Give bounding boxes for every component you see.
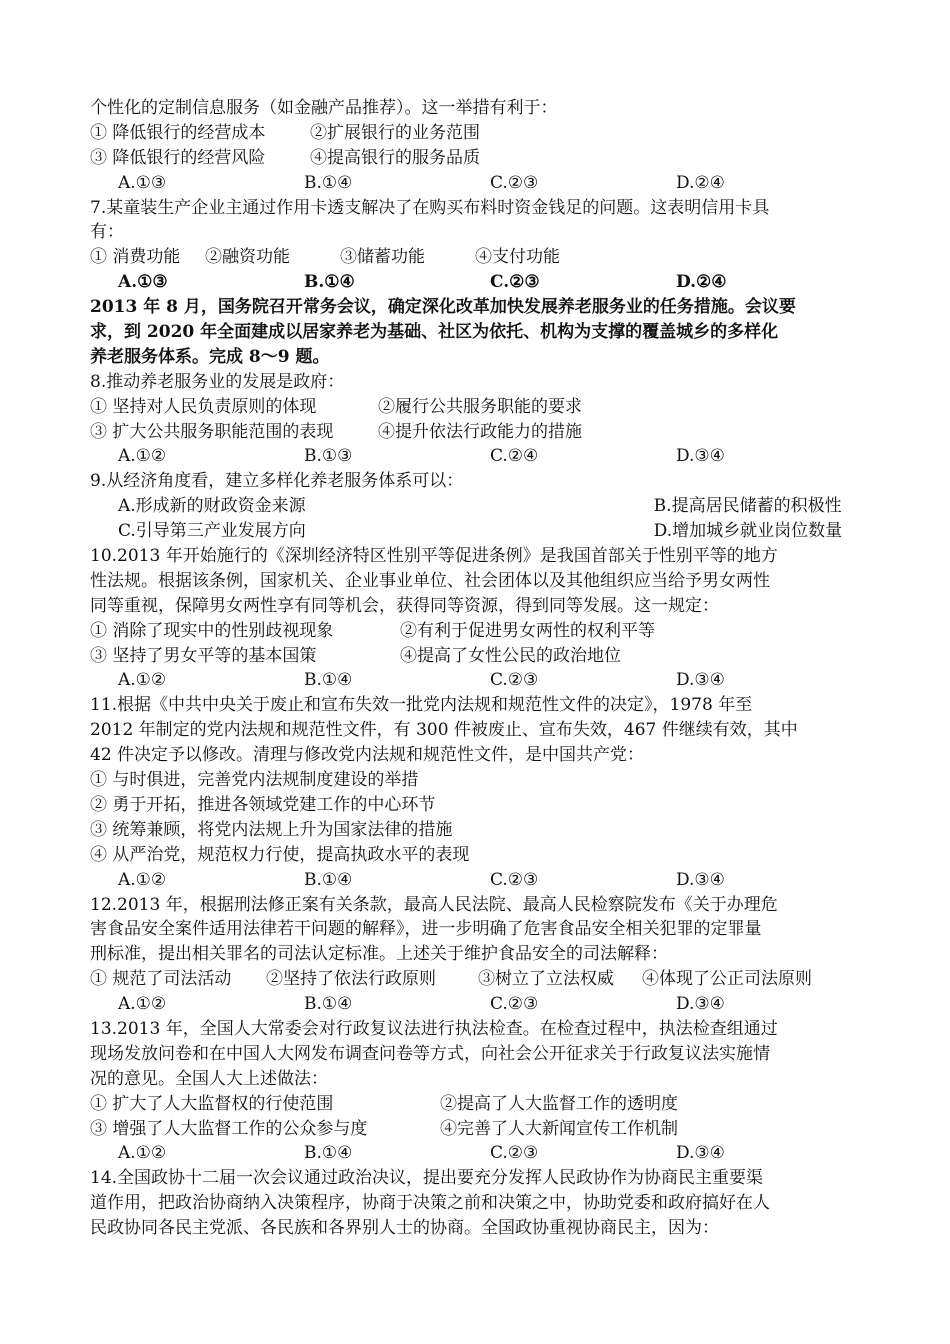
option-c: C.②③ — [490, 172, 539, 193]
option-d: D.③④ — [676, 446, 725, 467]
option-d: D.③④ — [676, 670, 725, 691]
q10-item-4: ④提高了女性公民的政治地位 — [400, 645, 621, 666]
q11-stem-line: 42 件决定予以修改。清理与修改党内法规和规范性文件，是中国共产党： — [90, 745, 645, 766]
q10-items-row2 — [90, 644, 862, 669]
option-d: D.增加城乡就业岗位数量 — [653, 521, 843, 542]
q13-item-2: ②提高了人大监督工作的透明度 — [440, 1093, 678, 1114]
q8-items-row1 — [90, 395, 862, 420]
option-d: D.③④ — [676, 1143, 725, 1164]
q10-item-3: ③ 坚持了男女平等的基本国策 — [90, 645, 317, 666]
option-a: A.①② — [118, 670, 167, 691]
q10-item-1: ① 消除了现实中的性别歧视现象 — [90, 620, 334, 641]
q6-item-4: ④提高银行的服务品质 — [310, 147, 480, 168]
q8-item-4: ④提升依法行政能力的措施 — [378, 421, 582, 442]
option-a: A.①③ — [118, 172, 167, 193]
q8-item-1: ① 坚持对人民负责原则的体现 — [90, 396, 317, 417]
option-b: B.①④ — [304, 172, 353, 193]
q12-items — [90, 967, 862, 992]
q7-stem-line: 7.某童装生产企业主通过作用卡透支解决了在购买布料时资金钱足的问题。这表明信用卡具 — [90, 197, 770, 218]
q14-stem-line: 道作用，把政治协商纳入决策程序，协商于决策之前和决策之中，协助党委和政府搞好在人 — [90, 1193, 770, 1214]
q13-item-4: ④完善了人大新闻宣传工作机制 — [440, 1118, 678, 1139]
q13-item-1: ① 扩大了人大监督权的行使范围 — [90, 1093, 334, 1114]
option-b: B.①④ — [304, 869, 353, 890]
q12-stem-line: 刑标准，提出相关罪名的司法认定标准。上述关于维护食品安全的司法解释： — [90, 944, 668, 965]
q13-stem-line: 现场发放问卷和在中国人大网发布调查问卷等方式，向社会公开征求关于行政复议法实施情 — [90, 1043, 770, 1064]
q6-stem-line: 个性化的定制信息服务（如金融产品推荐）。这一举措有利于： — [90, 98, 558, 118]
option-c: C.②③ — [490, 869, 539, 890]
q13-items-row1 — [90, 1092, 862, 1117]
q10-stem-line: 10.2013 年开始施行的《深圳经济特区性别平等促进条例》是我国首部关于性别平等的地方 — [90, 546, 778, 567]
q7-item-2: ②融资功能 — [205, 247, 290, 268]
option-b: B.①④ — [304, 994, 353, 1015]
q13-options — [90, 1141, 862, 1166]
q12-options — [90, 992, 862, 1017]
q9-options-row1 — [90, 494, 862, 519]
option-c: C.②③ — [490, 994, 539, 1015]
q11-stem-line: 11.根据《中共中央关于废止和宣布失效一批党内法规和规范性文件的决定》，1978 年至 — [90, 695, 753, 716]
q7-items — [90, 245, 862, 270]
q14-stem-line: 14.全国政协十二届一次会议通过政治决议，提出要充分发挥人民政协作为协商民主重要渠 — [90, 1168, 764, 1189]
q12-stem-line: 害食品安全案件适用法律若干问题的解释》，进一步明确了危害食品安全相关犯罪的定罪量 — [90, 919, 762, 940]
q6-item-3: ③ 降低银行的经营风险 — [90, 147, 266, 168]
q6-item-2: ②扩展银行的业务范围 — [310, 122, 480, 143]
option-d: D.③④ — [676, 869, 725, 890]
q9-stem-line: 9.从经济角度看，建立多样化养老服务体系可以： — [90, 471, 464, 492]
option-b: B.①③ — [304, 446, 353, 467]
option-b: B.①④ — [304, 272, 355, 293]
material-line: 养老服务体系。完成 8～9 题。 — [90, 346, 330, 367]
option-c: C.②③ — [490, 272, 540, 293]
q10-stem-line: 性法规。根据该条例，国家机关、企业事业单位、社会团体以及其他组织应当给予男女两性 — [90, 570, 770, 591]
q6-items-row1 — [90, 121, 862, 146]
q6-items-row2 — [90, 146, 862, 171]
q11-item-4: ④ 从严治党，规范权力行使，提高执政水平的表现 — [90, 844, 470, 865]
q14-stem-line: 民政协同各民主党派、各民族和各界别人士的协商。全国政协重视协商民主，因为： — [90, 1218, 719, 1239]
q7-item-4: ④支付功能 — [475, 247, 560, 268]
option-a: A.①③ — [118, 272, 168, 293]
material-line: 2013 年 8 月，国务院召开常务会议，确定深化改革加快发展养老服务业的任务措施。会议要 — [90, 297, 796, 318]
q10-item-2: ②有利于促进男女两性的权利平等 — [400, 620, 655, 641]
q12-item-3: ③树立了立法权威 — [478, 969, 614, 990]
q8-item-2: ②履行公共服务职能的要求 — [378, 396, 582, 417]
option-c: C.②④ — [490, 446, 539, 467]
q11-item-1: ① 与时俱进，完善党内法规制度建设的举措 — [90, 770, 419, 791]
q9-options-row2 — [90, 519, 862, 544]
q6-options — [90, 171, 862, 196]
option-b: B.①④ — [304, 670, 353, 691]
q10-options — [90, 668, 862, 693]
q10-stem-line: 同等重视，保障男女两性享有同等机会，获得同等资源，得到同等发展。这一规定： — [90, 595, 719, 616]
q7-item-1: ① 消费功能 — [90, 247, 181, 268]
q12-item-4: ④体现了公正司法原则 — [642, 969, 812, 990]
q13-items-row2 — [90, 1117, 862, 1142]
q11-item-2: ② 勇于开拓，推进各领域党建工作的中心环节 — [90, 794, 436, 815]
q12-item-2: ②坚持了依法行政原则 — [266, 969, 436, 990]
q6-item-1: ① 降低银行的经营成本 — [90, 122, 266, 143]
q11-item-3: ③ 统筹兼顾，将党内法规上升为国家法律的措施 — [90, 819, 453, 840]
option-d: D.②④ — [676, 172, 725, 193]
q8-item-3: ③ 扩大公共服务职能范围的表现 — [90, 421, 334, 442]
q8-items-row2 — [90, 420, 862, 445]
material-line: 求，到 2020 年全面建成以居家养老为基础、社区为依托、机构为支撑的覆盖城乡的多样化 — [90, 322, 779, 343]
option-d: D.③④ — [676, 994, 725, 1015]
option-a: A.①② — [118, 446, 167, 467]
q13-item-3: ③ 增强了人大监督工作的公众参与度 — [90, 1118, 368, 1139]
option-c: C.②③ — [490, 670, 539, 691]
q7-stem-line: 有： — [90, 222, 124, 243]
q8-stem-line: 8.推动养老服务业的发展是政府： — [90, 371, 345, 392]
q7-item-3: ③储蓄功能 — [340, 247, 425, 268]
q11-options — [90, 868, 862, 893]
option-b: B.提高居民储蓄的积极性 — [653, 496, 842, 517]
q12-stem-line: 12.2013 年，根据刑法修正案有关条款，最高人民法院、最高人民检察院发布《关于办理危 — [90, 894, 778, 915]
option-b: B.①④ — [304, 1143, 353, 1164]
option-a: A.①② — [118, 1143, 167, 1164]
q7-options — [90, 270, 862, 295]
q8-options — [90, 444, 862, 469]
option-c: C.②③ — [490, 1143, 539, 1164]
option-a: A.①② — [118, 994, 167, 1015]
q13-stem-line: 13.2013 年，全国人大常委会对行政复议法进行执法检查。在检查过程中，执法检查组通过 — [90, 1018, 778, 1039]
option-c: C.引导第三产业发展方向 — [118, 521, 306, 542]
q13-stem-line: 况的意见。全国人大上述做法： — [90, 1068, 328, 1089]
q10-items-row1 — [90, 619, 862, 644]
q12-item-1: ① 规范了司法活动 — [90, 969, 232, 990]
option-d: D.②④ — [676, 272, 727, 293]
option-a: A.形成新的财政资金来源 — [118, 496, 306, 517]
q11-stem-line: 2012 年制定的党内法规和规范性文件，有 300 件被废止、宣布失效，467 件继续有效，其中 — [90, 720, 798, 741]
option-a: A.①② — [118, 869, 167, 890]
